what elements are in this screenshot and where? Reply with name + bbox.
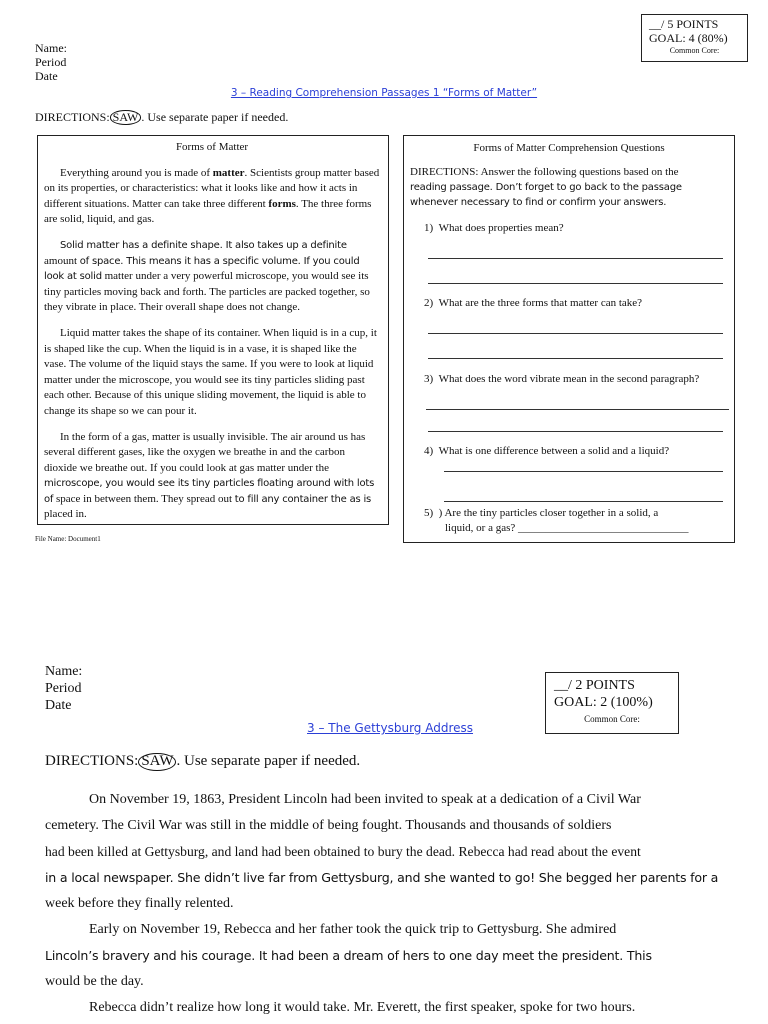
answer-line[interactable] <box>428 431 723 432</box>
questions-panel <box>403 135 735 543</box>
passage-line: in a local newspaper. She didn’t live far from Gettysburg, and she wanted to go! She begged her parents for a <box>45 870 719 885</box>
name-field: Name: <box>45 664 83 679</box>
passage-line: cemetery. The Civil War was still in the middle of being fought. Thousands and thousands of soldiers <box>45 818 612 833</box>
directions <box>45 751 360 771</box>
questions-directions: DIRECTIONS: Answer the following questions based on the reading passage. Don’t forget to go back to the passage whenever necessary to find or confirm your answers. <box>410 166 682 208</box>
passage-line: Early on November 19, Rebecca and her father took the quick trip to Gettysburg. She admired <box>89 922 617 937</box>
directions-label: DIRECTIONS: <box>45 753 139 769</box>
directions <box>35 109 288 125</box>
passage-paragraph-4: In the form of a gas, matter is usually invisible. The air around us has several different gases, like the oxygen we breathe in and the carbon dioxide we breathe out. If you could look at gas matter under the microscope, you would see its tiny particles floating around with lots of space in between them. They spread out to fill any container the as is placed in. <box>44 430 375 521</box>
page-title: 3 – The Gettysburg Address <box>307 721 474 735</box>
question-4: 4) What is one difference between a solid and a liquid? <box>424 445 670 457</box>
page-title: 3 – Reading Comprehension Passages 1 “Forms of Matter” <box>230 87 538 99</box>
passage-line: Rebecca didn’t realize how long it would take. Mr. Everett, the first speaker, spoke for two hours. <box>89 1000 636 1015</box>
answer-line[interactable] <box>428 283 723 284</box>
points-label: __/ 2 POINTS <box>554 678 635 693</box>
passage-line: week before they finally relented. <box>45 896 234 911</box>
goal-label: GOAL: 2 (100%) <box>554 695 653 710</box>
questions-heading: Forms of Matter Comprehension Questions <box>473 142 665 154</box>
answer-line[interactable] <box>426 409 729 410</box>
common-core-label: Common Core: <box>584 714 640 724</box>
passage-paragraph-3: Liquid matter takes the shape of its container. When liquid is in a cup, it is shaped like the cup. When the liquid is in a vase, it is shaped like the vase. The volume of the liquid stays the same. If you were to look at liquid matter under the microscope, you would see its tiny particles sliding past each other. Because of this unique sliding movement, the liquid is able to change its shape so we can pour it. <box>44 326 377 417</box>
points-label: __/ 5 POINTS <box>649 17 719 31</box>
directions-text: . Use separate paper if needed. <box>176 753 361 769</box>
name-field: Name: <box>35 41 67 55</box>
passage-paragraph-2: Solid matter has a definite shape. It also takes up a definite amount of space. This means it has a specific volume. If you could look at solid matter under a very powerful microscope, you would see its tiny particles moving back and forth. The particles are packed together, so they vibrate in place. Their overall shape does not change. <box>44 239 370 314</box>
saw-circle: SAW <box>110 110 142 125</box>
question-1: 1) What does properties mean? <box>424 222 564 234</box>
answer-line[interactable] <box>444 501 723 502</box>
date-field: Date <box>35 69 58 83</box>
passage-panel <box>37 135 389 525</box>
answer-line[interactable] <box>428 258 723 259</box>
question-2: 2) What are the three forms that matter can take? <box>424 297 643 309</box>
passage-line: Lincoln’s bravery and his courage. It had been a dream of hers to one day meet the president. This <box>45 948 652 963</box>
answer-line[interactable] <box>428 333 723 334</box>
header-fields <box>45 663 82 714</box>
file-name: File Name: Document1 <box>35 535 101 543</box>
period-field: Period <box>45 681 82 696</box>
header-fields <box>35 41 67 83</box>
passage-line: On November 19, 1863, President Lincoln had been invited to speak at a dedication of a Civil War <box>89 792 641 807</box>
common-core-label: Common Core: <box>669 46 720 55</box>
gettysburg-passage <box>45 787 745 1021</box>
passage-line: would be the day. <box>45 974 144 989</box>
directions-text: . Use separate paper if needed. <box>141 110 289 124</box>
period-field: Period <box>35 55 67 69</box>
question-5: 5) ) Are the tiny particles closer together in a solid, a liquid, or a gas? _______________________________ <box>424 507 689 534</box>
directions-label: DIRECTIONS: <box>35 110 110 124</box>
saw-circle: SAW <box>138 753 176 771</box>
passage-paragraph-1: Everything around you is made of matter. Scientists group matter based on its properties, or characteristics: what it looks like and how it acts in different situations. Matter can take three different forms. The three forms are solid, liquid, and gas. <box>44 166 380 226</box>
date-field: Date <box>45 698 72 713</box>
question-3: 3) What does the word vibrate mean in the second paragraph? <box>424 373 700 385</box>
goal-label: GOAL: 4 (80%) <box>649 31 728 45</box>
answer-line[interactable] <box>428 358 723 359</box>
points-box <box>641 14 748 62</box>
answer-line[interactable] <box>444 471 723 472</box>
passage-line: had been killed at Gettysburg, and land had been obtained to bury the dead. Rebecca had read about the event <box>45 844 641 859</box>
passage-heading: Forms of Matter <box>175 141 249 153</box>
points-box <box>545 672 679 734</box>
